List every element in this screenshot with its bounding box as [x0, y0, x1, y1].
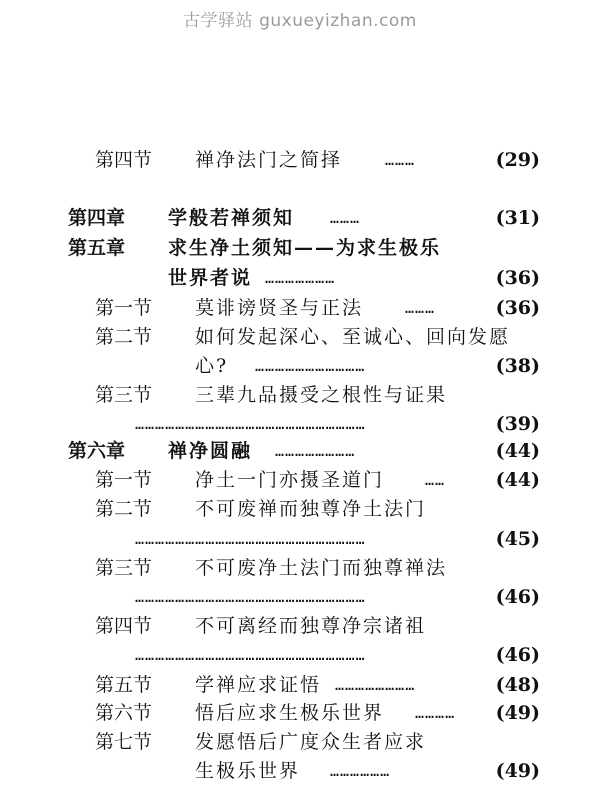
entry-page-number: (48) [495, 674, 540, 696]
entry-page-number: (36) [495, 267, 540, 289]
entry-label: 第四章 [68, 207, 126, 229]
toc-entry-continuation [0, 640, 600, 670]
toc-entry [0, 611, 600, 641]
entry-title: 心? [195, 355, 229, 377]
entry-leader-dots: …………………………………………………………… [135, 588, 366, 606]
toc-entry-continuation [0, 582, 600, 612]
entry-title: 三辈九品摄受之根性与证果 [195, 384, 448, 406]
toc-entry [0, 322, 600, 352]
toc-entry [0, 436, 600, 466]
entry-label: 第六节 [95, 702, 153, 724]
entry-title: 学般若禅须知 [168, 207, 295, 229]
entry-title: 莫诽谤贤圣与正法 [195, 297, 364, 319]
entry-label: 第二节 [95, 498, 153, 520]
entry-page-number: (46) [495, 644, 540, 666]
toc-entry-continuation [0, 524, 600, 554]
entry-leader-dots: …………………… [335, 676, 416, 694]
entry-title: 如何发起深心、至诚心、回向发愿 [195, 326, 511, 348]
entry-label: 第四节 [95, 149, 153, 171]
entry-label: 第一节 [95, 469, 153, 491]
toc-entry-continuation [0, 263, 600, 293]
toc-entry [0, 145, 600, 175]
toc-entry-continuation [0, 351, 600, 381]
entry-label: 第五章 [68, 237, 126, 259]
entry-label: 第五节 [95, 674, 153, 696]
entry-page-number: (44) [495, 469, 540, 491]
entry-title: 净土一门亦摄圣道门 [195, 469, 385, 491]
toc-entry [0, 727, 600, 757]
entry-leader-dots: ……… [385, 151, 416, 169]
toc-entry [0, 698, 600, 728]
entry-label: 第一节 [95, 297, 153, 319]
entry-title: 悟后应求生极乐世界 [195, 702, 385, 724]
entry-leader-dots: …………………………………………………………… [135, 415, 366, 433]
entry-leader-dots: ……… [330, 209, 361, 227]
entry-title: 生极乐世界 [195, 760, 301, 782]
entry-title: 不可废禅而独尊净土法门 [195, 498, 427, 520]
entry-page-number: (49) [495, 760, 540, 782]
entry-leader-dots: ………………… [265, 269, 336, 287]
entry-label: 第六章 [68, 440, 126, 462]
entry-leader-dots: …………………………………………………………… [135, 530, 366, 548]
entry-label: 第三节 [95, 557, 153, 579]
toc-entry [0, 203, 600, 233]
entry-leader-dots: …… [425, 471, 446, 489]
entry-leader-dots: …………………………… [255, 357, 366, 375]
entry-leader-dots: ……………… [330, 762, 391, 780]
entry-leader-dots: …………………… [275, 442, 356, 460]
entry-page-number: (39) [495, 413, 540, 435]
toc-entry [0, 380, 600, 410]
entry-label: 第七节 [95, 731, 153, 753]
entry-page-number: (46) [495, 586, 540, 608]
entry-page-number: (44) [495, 440, 540, 462]
entry-title: 不可废净土法门而独尊禅法 [195, 557, 448, 579]
entry-title: 发愿悟后广度众生者应求 [195, 731, 427, 753]
entry-leader-dots: ……… [405, 299, 436, 317]
toc-entry [0, 553, 600, 583]
entry-page-number: (31) [495, 207, 540, 229]
toc-entry-continuation [0, 756, 600, 786]
watermark: 古学驿站 guxueyizhan.com [183, 11, 417, 31]
entry-label: 第二节 [95, 326, 153, 348]
entry-page-number: (49) [495, 702, 540, 724]
toc-entry [0, 293, 600, 323]
entry-page-number: (45) [495, 528, 540, 550]
entry-leader-dots: …………………………………………………………… [135, 646, 366, 664]
toc-entry [0, 670, 600, 700]
toc-entry-continuation [0, 409, 600, 439]
toc-entry [0, 465, 600, 495]
entry-label: 第三节 [95, 384, 153, 406]
entry-title: 不可离经而独尊净宗诸祖 [195, 615, 427, 637]
entry-page-number: (29) [495, 149, 540, 171]
toc-entry [0, 233, 600, 263]
entry-title: 世界者说 [168, 267, 253, 289]
entry-label: 第四节 [95, 615, 153, 637]
entry-page-number: (36) [495, 297, 540, 319]
toc-entry [0, 494, 600, 524]
entry-title: 禅净法门之简择 [195, 149, 343, 171]
entry-title: 禅净圆融 [168, 440, 253, 462]
entry-title: 求生净土须知——为求生极乐 [168, 237, 442, 259]
entry-page-number: (38) [495, 355, 540, 377]
entry-leader-dots: ………… [415, 704, 456, 722]
entry-title: 学禅应求证悟 [195, 674, 322, 696]
